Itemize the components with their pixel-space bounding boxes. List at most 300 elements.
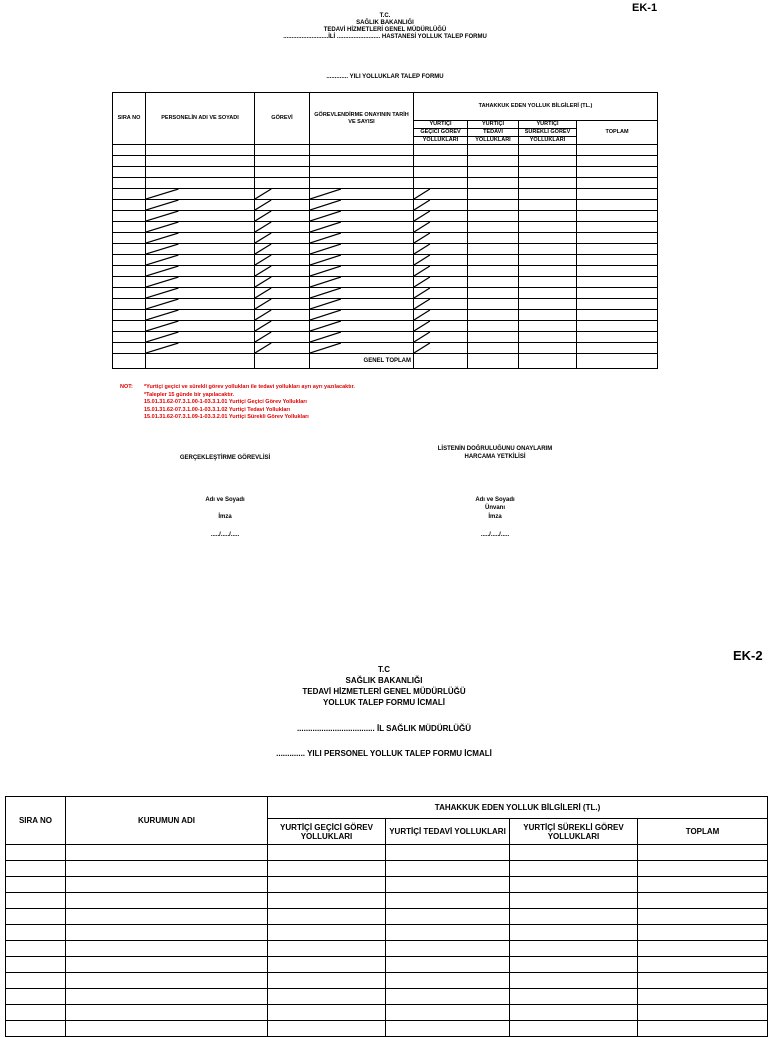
table-cell [468, 288, 519, 299]
ek1-header-line: TEDAVİ HİZMETLERİ GENEL MÜDÜRLÜĞÜ [323, 27, 447, 33]
ek2-col-surekli: YURTİÇİ SÜREKLİ GÖREV YOLLUKLARI [510, 819, 638, 845]
table-cell [468, 266, 519, 277]
table-cell [414, 354, 468, 369]
table-cell [113, 244, 146, 255]
table-cell [519, 189, 577, 200]
table-cell [386, 845, 510, 861]
table-cell [255, 222, 310, 233]
table-cell [577, 288, 658, 299]
table-cell [468, 189, 519, 200]
table-cell [113, 200, 146, 211]
table-row [113, 266, 658, 277]
table-row [113, 222, 658, 233]
ek1-header-line: T.C. [379, 13, 391, 19]
col-group-tahakkuk: TAHAKKUK EDEN YOLLUK BİLGİLERİ (TL.) [414, 93, 658, 121]
sign-left-title: GERÇEKLEŞTİRME GÖREVLİSİ [179, 455, 271, 461]
table-cell [386, 973, 510, 989]
table-cell [638, 973, 768, 989]
col-onay: GÖREVLENDİRME ONAYININ TARİH VE SAYISI [310, 93, 414, 145]
table-cell [268, 845, 386, 861]
table-cell [310, 332, 414, 343]
table-cell [519, 222, 577, 233]
table-cell [66, 893, 268, 909]
ek2-table [5, 796, 768, 1037]
table-cell [310, 167, 414, 178]
table-cell [386, 957, 510, 973]
ek2-col-kurum: KURUMUN ADI [66, 797, 268, 845]
table-cell [519, 277, 577, 288]
col-tedavi-3: YOLLUKLARI [468, 137, 519, 145]
col-gorevi: GÖREVİ [255, 93, 310, 145]
ek2-header-line: T.C [378, 665, 390, 674]
table-cell [519, 233, 577, 244]
col-sira-no: SIRA NO [113, 93, 146, 145]
table-row [113, 310, 658, 321]
table-cell [146, 244, 255, 255]
table-cell [268, 1005, 386, 1021]
table-cell [268, 877, 386, 893]
table-cell [146, 145, 255, 156]
table-cell [146, 288, 255, 299]
table-cell [113, 255, 146, 266]
ek1-table [112, 92, 658, 369]
note-line: 15.01.31.62-07.3.1.00-1-03.3.1.01 Yurtiçi Geçici Görev Yollukları [144, 399, 307, 405]
ek2-header-line: SAĞLIK BAKANLIĞI [345, 676, 423, 685]
table-cell [310, 200, 414, 211]
table-cell [386, 861, 510, 877]
table-cell [310, 310, 414, 321]
table-cell [6, 941, 66, 957]
col-tedavi-2: TEDAVİ [468, 129, 519, 137]
ek2-col-group: TAHAKKUK EDEN YOLLUK BİLGİLERİ (TL.) [268, 797, 768, 819]
table-row [113, 189, 658, 200]
table-cell [638, 941, 768, 957]
table-row [113, 244, 658, 255]
table-row [113, 200, 658, 211]
table-cell [386, 989, 510, 1005]
table-cell [66, 1005, 268, 1021]
table-cell [414, 288, 468, 299]
table-cell [519, 354, 577, 369]
table-cell [255, 200, 310, 211]
table-cell [577, 310, 658, 321]
table-row [6, 941, 768, 957]
table-cell [113, 332, 146, 343]
table-cell [414, 189, 468, 200]
table-cell [510, 877, 638, 893]
table-cell [255, 244, 310, 255]
table-cell [310, 266, 414, 277]
table-cell [146, 266, 255, 277]
table-cell [638, 877, 768, 893]
table-cell [310, 145, 414, 156]
table-cell [468, 277, 519, 288]
table-cell [638, 845, 768, 861]
table-cell [519, 145, 577, 156]
table-cell [414, 145, 468, 156]
table-cell [510, 909, 638, 925]
table-cell [268, 1021, 386, 1037]
total-row [113, 354, 658, 369]
table-cell [310, 244, 414, 255]
table-cell [468, 244, 519, 255]
table-cell [386, 1005, 510, 1021]
col-personel: PERSONELİN ADI VE SOYADI [146, 93, 255, 145]
table-cell [386, 893, 510, 909]
table-cell [577, 178, 658, 189]
table-cell [468, 200, 519, 211]
table-cell [519, 167, 577, 178]
table-cell [310, 288, 414, 299]
note-line: *Talepler 15 günde bir yapılacaktır. [144, 391, 235, 398]
col-surekli-3: YOLLUKLARI [519, 137, 577, 145]
table-cell [414, 277, 468, 288]
genel-toplam-label: GENEL TOPLAM [310, 354, 414, 369]
table-cell [268, 973, 386, 989]
col-tedavi-1: YURTİÇİ [468, 121, 519, 129]
table-cell [577, 167, 658, 178]
table-cell [468, 332, 519, 343]
table-cell [255, 266, 310, 277]
table-cell [66, 1021, 268, 1037]
table-cell [146, 310, 255, 321]
table-cell [113, 167, 146, 178]
ek2-header-line: TEDAVİ HİZMETLERİ GENEL MÜDÜRLÜĞÜ [302, 687, 466, 696]
table-cell [386, 877, 510, 893]
ek2-col-sira: SIRA NO [6, 797, 66, 845]
table-cell [414, 178, 468, 189]
table-cell [414, 266, 468, 277]
table-cell [414, 244, 468, 255]
table-cell [66, 845, 268, 861]
col-geci-gorev-3: YOLLUKLARI [414, 137, 468, 145]
table-cell [310, 255, 414, 266]
table-cell [146, 189, 255, 200]
table-cell [386, 941, 510, 957]
table-cell [519, 332, 577, 343]
table-cell [519, 156, 577, 167]
table-cell [255, 145, 310, 156]
table-cell [638, 957, 768, 973]
table-cell [66, 861, 268, 877]
table-cell [577, 200, 658, 211]
table-cell [510, 925, 638, 941]
ek1-header-line: SAĞLIK BAKANLIĞI [356, 20, 414, 26]
table-cell [638, 893, 768, 909]
table-row [113, 156, 658, 167]
table-cell [255, 277, 310, 288]
table-cell [255, 156, 310, 167]
table-cell [6, 957, 66, 973]
table-row [113, 233, 658, 244]
table-row [113, 299, 658, 310]
table-cell [310, 211, 414, 222]
table-cell [638, 909, 768, 925]
table-cell [510, 989, 638, 1005]
table-cell [519, 211, 577, 222]
table-cell [113, 156, 146, 167]
table-cell [268, 861, 386, 877]
table-cell [146, 233, 255, 244]
table-cell [577, 211, 658, 222]
table-cell [386, 925, 510, 941]
table-row [113, 145, 658, 156]
table-cell [310, 178, 414, 189]
table-cell [577, 266, 658, 277]
table-cell [310, 321, 414, 332]
table-cell [577, 244, 658, 255]
table-cell [255, 233, 310, 244]
table-cell [66, 989, 268, 1005]
table-cell [468, 321, 519, 332]
table-row [113, 343, 658, 354]
table-cell [113, 178, 146, 189]
table-row [6, 909, 768, 925]
table-cell [468, 255, 519, 266]
table-row [113, 332, 658, 343]
table-cell [638, 925, 768, 941]
ek2-province: ................................... İL SAĞLIK MÜDÜRLÜĞÜ [296, 724, 472, 733]
table-cell [113, 222, 146, 233]
col-surekli-2: SÜREKLİ GÖREV [519, 129, 577, 137]
table-cell [468, 299, 519, 310]
table-cell [6, 877, 66, 893]
table-cell [146, 167, 255, 178]
table-cell [66, 877, 268, 893]
table-cell [255, 167, 310, 178]
table-cell [519, 255, 577, 266]
table-cell [414, 321, 468, 332]
ek1-label: EK-1 [632, 2, 658, 14]
table-cell [310, 222, 414, 233]
table-cell [577, 156, 658, 167]
table-cell [577, 277, 658, 288]
table-cell [146, 332, 255, 343]
note-line: 15.01.31.62-07.3.1.09-1-03.3.2.01 Yurtiçi Sürekli Görev Yollukları [144, 414, 309, 420]
table-cell [255, 343, 310, 354]
sign-left-date: ...../...../..... [210, 532, 240, 538]
table-cell [66, 941, 268, 957]
table-cell [310, 233, 414, 244]
table-cell [6, 893, 66, 909]
table-cell [255, 255, 310, 266]
table-cell [414, 343, 468, 354]
table-cell [66, 925, 268, 941]
table-cell [638, 861, 768, 877]
table-cell [310, 156, 414, 167]
table-cell [268, 957, 386, 973]
ek2-col-toplam: TOPLAM [638, 819, 768, 845]
table-cell [638, 989, 768, 1005]
table-cell [6, 861, 66, 877]
table-cell [519, 288, 577, 299]
table-cell [468, 343, 519, 354]
sign-right-imza: İmza [488, 514, 502, 520]
table-cell [414, 332, 468, 343]
table-cell [113, 299, 146, 310]
table-cell [510, 861, 638, 877]
table-cell [414, 167, 468, 178]
table-cell [146, 178, 255, 189]
table-row [6, 861, 768, 877]
table-cell [146, 255, 255, 266]
table-cell [113, 321, 146, 332]
table-cell [6, 1021, 66, 1037]
table-row [113, 211, 658, 222]
table-cell [510, 1005, 638, 1021]
col-surekli-1: YURTİÇİ [519, 121, 577, 129]
table-cell [577, 343, 658, 354]
table-cell [268, 989, 386, 1005]
table-cell [113, 233, 146, 244]
table-cell [113, 310, 146, 321]
table-cell [577, 332, 658, 343]
table-cell [468, 167, 519, 178]
table-row [113, 288, 658, 299]
table-cell [577, 222, 658, 233]
table-cell [510, 1021, 638, 1037]
table-cell [6, 989, 66, 1005]
table-cell [414, 310, 468, 321]
table-cell [255, 354, 310, 369]
table-row [6, 989, 768, 1005]
table-cell [519, 244, 577, 255]
table-cell [468, 156, 519, 167]
table-cell [310, 277, 414, 288]
table-cell [510, 893, 638, 909]
ek2-col-gecici: YURTİÇİ GEÇİCİ GÖREV YOLLUKLARI [268, 819, 386, 845]
table-cell [414, 299, 468, 310]
table-cell [414, 255, 468, 266]
ek1-subtitle: ............. YILI YOLLUKLAR TALEP FORMU [326, 74, 444, 80]
note-line: 15.01.31.62-07.3.1.00-1-03.3.1.02 Yurtiçi Tedavi Yollukları [144, 406, 291, 413]
sign-right-name: Adı ve Soyadı [475, 497, 515, 503]
table-cell [510, 973, 638, 989]
table-cell [113, 266, 146, 277]
table-cell [146, 343, 255, 354]
table-row [113, 167, 658, 178]
ek2-subtitle: ............. YILI PERSONEL YOLLUK TALEP FORMU İCMALİ [276, 749, 492, 758]
table-row [6, 877, 768, 893]
table-cell [577, 145, 658, 156]
table-cell [113, 211, 146, 222]
note-line: *Yurtiçi geçici ve sürekli görev yollukları ile tedavi yollukları ayrı ayrı yazılacaktır. [144, 384, 355, 390]
table-row [6, 845, 768, 861]
table-cell [638, 1021, 768, 1037]
table-row [6, 973, 768, 989]
table-cell [310, 189, 414, 200]
table-cell [6, 909, 66, 925]
table-cell [66, 909, 268, 925]
table-cell [468, 310, 519, 321]
ek2-label: EK-2 [733, 648, 763, 663]
table-cell [386, 909, 510, 925]
table-cell [268, 909, 386, 925]
table-cell [146, 222, 255, 233]
table-cell [255, 310, 310, 321]
col-geci-gorev-2: GEÇİCİ GÖREV [414, 129, 468, 137]
table-row [6, 925, 768, 941]
table-cell [577, 189, 658, 200]
sign-right-title2: HARCAMA YETKİLİSİ [464, 454, 526, 460]
table-cell [414, 233, 468, 244]
table-cell [66, 957, 268, 973]
table-cell [268, 925, 386, 941]
table-cell [255, 288, 310, 299]
table-row [113, 255, 658, 266]
table-cell [519, 310, 577, 321]
table-cell [519, 266, 577, 277]
table-cell [577, 233, 658, 244]
table-cell [146, 211, 255, 222]
table-cell [310, 343, 414, 354]
table-cell [113, 288, 146, 299]
table-row [6, 1021, 768, 1037]
sign-right-unvan: Ünvanı [484, 505, 505, 511]
table-cell [255, 189, 310, 200]
table-row [113, 277, 658, 288]
table-cell [255, 299, 310, 310]
table-row [6, 957, 768, 973]
table-row [113, 178, 658, 189]
table-row [6, 1005, 768, 1021]
table-cell [468, 178, 519, 189]
table-cell [468, 145, 519, 156]
table-cell [468, 233, 519, 244]
table-cell [268, 941, 386, 957]
table-cell [519, 299, 577, 310]
table-cell [577, 299, 658, 310]
table-cell [577, 354, 658, 369]
col-geci-gorev-1: YURTİÇİ [414, 121, 468, 129]
table-cell [310, 299, 414, 310]
table-cell [146, 299, 255, 310]
table-cell [519, 343, 577, 354]
ek2-header [234, 664, 534, 708]
table-cell [414, 211, 468, 222]
table-cell [468, 222, 519, 233]
table-cell [414, 200, 468, 211]
table-cell [577, 255, 658, 266]
table-cell [255, 211, 310, 222]
table-cell [255, 332, 310, 343]
table-cell [386, 1021, 510, 1037]
table-cell [113, 277, 146, 288]
table-cell [510, 845, 638, 861]
sign-right-date: ...../...../..... [480, 532, 510, 538]
sign-left-name: Adı ve Soyadı [205, 497, 245, 503]
table-cell [146, 354, 255, 369]
ek2-col-tedavi: YURTİÇİ TEDAVİ YOLLUKLARI [386, 819, 510, 845]
table-cell [113, 145, 146, 156]
table-cell [113, 354, 146, 369]
table-cell [113, 343, 146, 354]
table-cell [468, 211, 519, 222]
table-cell [146, 156, 255, 167]
table-cell [146, 200, 255, 211]
table-cell [268, 893, 386, 909]
table-cell [510, 957, 638, 973]
table-row [113, 321, 658, 332]
table-cell [6, 1005, 66, 1021]
table-cell [6, 973, 66, 989]
table-cell [113, 189, 146, 200]
table-cell [519, 321, 577, 332]
table-cell [255, 321, 310, 332]
table-row [6, 893, 768, 909]
table-cell [146, 277, 255, 288]
note-label: NOT: [120, 384, 133, 390]
